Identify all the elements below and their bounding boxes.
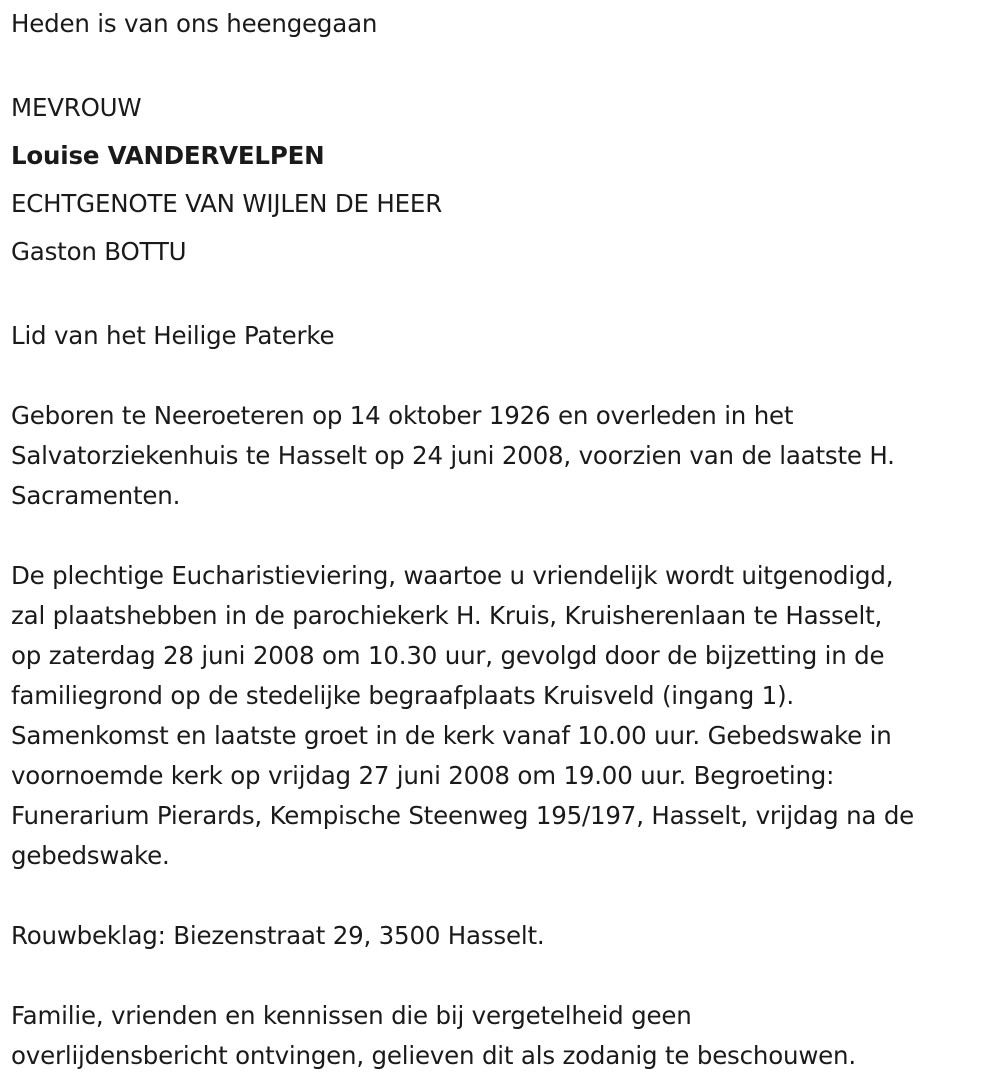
paragraph-line: Geboren te Neeroeteren op 14 oktober 1926 en overleden in het [11, 401, 794, 430]
condolences-line: Rouwbeklag: Biezenstraat 29, 3500 Hasselt. [11, 921, 545, 950]
paragraph-line: Sacramenten. [11, 481, 181, 510]
paragraph-line: voornoemde kerk op vrijdag 27 juni 2008 om 19.00 uur. Begroeting: [11, 761, 835, 790]
paragraph-line: overlijdensbericht ontvingen, gelieven dit als zodanig te beschouwen. [11, 1041, 856, 1070]
membership-line: Lid van het Heilige Paterke [11, 321, 335, 350]
closing-paragraph [11, 996, 1000, 1076]
paragraph-line: familiegrond op de stedelijke begraafplaats Kruisveld (ingang 1). [11, 681, 795, 710]
spouse-relation: ECHTGENOTE VAN WIJLEN DE HEER [11, 189, 443, 218]
paragraph-line: zal plaatshebben in de parochiekerk H. Kruis, Kruisherenlaan te Hasselt, [11, 601, 883, 630]
paragraph-line: gebedswake. [11, 841, 170, 870]
paragraph-line: op zaterdag 28 juni 2008 om 10.30 uur, gevolgd door de bijzetting in de [11, 641, 885, 670]
paragraph-line: Samenkomst en laatste groet in de kerk vanaf 10.00 uur. Gebedswake in [11, 721, 892, 750]
spacer [11, 276, 1000, 316]
ceremony-paragraph [11, 556, 1000, 876]
paragraph-line: De plechtige Eucharistieviering, waartoe u vriendelijk wordt uitgenodigd, [11, 561, 894, 590]
paragraph-line: Funerarium Pierards, Kempische Steenweg 195/197, Hasselt, vrijdag na de [11, 801, 915, 830]
spacer [11, 876, 1000, 916]
intro-line: Heden is van ons heengegaan [11, 9, 378, 38]
spacer [11, 956, 1000, 996]
paragraph-line: Salvatorziekenhuis te Hasselt op 24 juni 2008, voorzien van de laatste H. [11, 441, 895, 470]
spouse-name: Gaston BOTTU [11, 237, 187, 266]
spacer [11, 356, 1000, 396]
spacer [11, 516, 1000, 556]
salutation: MEVROUW [11, 93, 142, 122]
birth-death-paragraph [11, 396, 1000, 516]
spacer [11, 44, 1000, 84]
paragraph-line: Familie, vrienden en kennissen die bij vergetelheid geen [11, 1001, 692, 1030]
deceased-name: Louise VANDERVELPEN [11, 141, 325, 170]
